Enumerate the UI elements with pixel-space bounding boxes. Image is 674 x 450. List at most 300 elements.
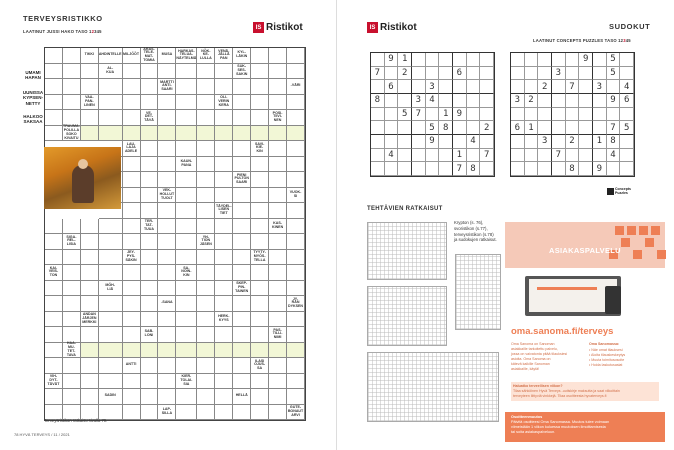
sudoku-cell[interactable] — [467, 108, 481, 122]
crossword-cell[interactable] — [81, 79, 99, 95]
crossword-cell[interactable] — [45, 389, 63, 405]
crossword-cell[interactable] — [99, 312, 123, 328]
sudoku-cell[interactable] — [538, 108, 552, 122]
sudoku-cell[interactable] — [371, 121, 385, 135]
crossword-cell[interactable] — [251, 203, 269, 219]
sudoku-cell[interactable] — [412, 67, 426, 81]
sudoku-cell[interactable]: 7 — [566, 80, 580, 94]
sudoku-cell[interactable] — [525, 162, 539, 176]
crossword-cell[interactable] — [269, 405, 287, 421]
crossword-cell[interactable] — [215, 343, 233, 359]
sudoku-cell[interactable]: 4 — [385, 149, 399, 163]
crossword-cell[interactable] — [197, 250, 215, 266]
crossword-cell[interactable] — [141, 281, 159, 297]
crossword-cell[interactable] — [251, 405, 269, 421]
sudoku-cell[interactable] — [385, 94, 399, 108]
crossword-cell[interactable] — [176, 95, 197, 111]
crossword-cell[interactable] — [141, 64, 159, 80]
crossword-cell[interactable] — [215, 126, 233, 142]
crossword-cell[interactable] — [141, 141, 159, 157]
crossword-cell[interactable] — [233, 312, 251, 328]
sudoku-cell[interactable]: 1 — [439, 108, 453, 122]
crossword-cell[interactable] — [123, 95, 141, 111]
crossword-cell[interactable] — [287, 95, 305, 111]
crossword-cell[interactable] — [197, 405, 215, 421]
sudoku-cell[interactable] — [525, 149, 539, 163]
crossword-cell[interactable] — [251, 64, 269, 80]
crossword-cell[interactable] — [45, 110, 63, 126]
sudoku-cell[interactable]: 7 — [480, 149, 494, 163]
crossword-cell[interactable] — [158, 343, 176, 359]
sudoku-cell[interactable] — [579, 67, 593, 81]
sudoku-cell[interactable] — [525, 80, 539, 94]
sudoku-cell[interactable] — [511, 67, 525, 81]
sudoku-cell[interactable]: 2 — [525, 94, 539, 108]
crossword-cell[interactable] — [215, 172, 233, 188]
crossword-cell[interactable] — [251, 296, 269, 312]
crossword-cell[interactable] — [63, 327, 81, 343]
sudoku-cell[interactable] — [385, 108, 399, 122]
sudoku-cell[interactable]: 7 — [453, 162, 467, 176]
crossword-cell[interactable] — [45, 126, 63, 142]
sudoku-cell[interactable] — [579, 149, 593, 163]
crossword-cell[interactable] — [99, 327, 123, 343]
crossword-cell[interactable] — [197, 219, 215, 235]
crossword-cell[interactable] — [45, 48, 63, 64]
crossword-cell[interactable] — [197, 157, 215, 173]
sudoku-cell[interactable] — [453, 135, 467, 149]
crossword-cell[interactable] — [81, 64, 99, 80]
sudoku-cell[interactable] — [552, 121, 566, 135]
crossword-cell[interactable] — [63, 374, 81, 390]
crossword-cell[interactable] — [269, 95, 287, 111]
sudoku-cell[interactable] — [593, 149, 607, 163]
crossword-cell[interactable] — [176, 281, 197, 297]
crossword-cell[interactable] — [176, 296, 197, 312]
crossword-cell[interactable] — [287, 64, 305, 80]
crossword-cell[interactable] — [233, 157, 251, 173]
crossword-cell[interactable] — [176, 64, 197, 80]
crossword-cell[interactable] — [251, 389, 269, 405]
sudoku-cell[interactable] — [579, 162, 593, 176]
sudoku-cell[interactable]: 5 — [607, 67, 621, 81]
crossword-cell[interactable] — [197, 188, 215, 204]
crossword-cell[interactable] — [269, 281, 287, 297]
sudoku-cell[interactable] — [385, 135, 399, 149]
sudoku-cell[interactable]: 4 — [607, 149, 621, 163]
sudoku-cell[interactable] — [453, 53, 467, 67]
sudoku-cell[interactable] — [579, 94, 593, 108]
crossword-cell[interactable] — [197, 172, 215, 188]
crossword-cell[interactable] — [269, 141, 287, 157]
sudoku-cell[interactable] — [552, 94, 566, 108]
crossword-cell[interactable] — [141, 95, 159, 111]
sudoku-cell[interactable] — [412, 53, 426, 67]
crossword-cell[interactable] — [99, 374, 123, 390]
crossword-cell[interactable] — [251, 281, 269, 297]
crossword-cell[interactable] — [158, 219, 176, 235]
crossword-cell[interactable] — [99, 265, 123, 281]
sudoku-cell[interactable] — [385, 67, 399, 81]
crossword-cell[interactable] — [251, 265, 269, 281]
crossword-cell[interactable] — [251, 312, 269, 328]
crossword-cell[interactable] — [176, 358, 197, 374]
sudoku-cell[interactable] — [398, 162, 412, 176]
crossword-cell[interactable] — [99, 250, 123, 266]
crossword-cell[interactable] — [287, 172, 305, 188]
crossword-cell[interactable] — [45, 64, 63, 80]
sudoku-cell[interactable] — [453, 94, 467, 108]
sudoku-cell[interactable] — [412, 162, 426, 176]
crossword-cell[interactable] — [269, 203, 287, 219]
sudoku-cell[interactable]: 6 — [385, 80, 399, 94]
crossword-cell[interactable] — [141, 374, 159, 390]
sudoku-cell[interactable]: 2 — [538, 80, 552, 94]
crossword-cell[interactable] — [45, 343, 63, 359]
crossword-cell[interactable] — [141, 405, 159, 421]
crossword-cell[interactable] — [176, 234, 197, 250]
sudoku-cell[interactable] — [538, 162, 552, 176]
crossword-cell[interactable] — [63, 48, 81, 64]
crossword-cell[interactable] — [215, 405, 233, 421]
sudoku-cell[interactable] — [566, 53, 580, 67]
crossword-cell[interactable] — [287, 203, 305, 219]
crossword-cell[interactable] — [141, 312, 159, 328]
sudoku-cell[interactable] — [511, 162, 525, 176]
crossword-cell[interactable] — [141, 203, 159, 219]
crossword-cell[interactable] — [269, 296, 287, 312]
sudoku-cell[interactable] — [593, 108, 607, 122]
crossword-cell[interactable] — [141, 389, 159, 405]
crossword-cell[interactable] — [176, 203, 197, 219]
crossword-cell[interactable] — [215, 327, 233, 343]
sudoku-cell[interactable]: 9 — [453, 108, 467, 122]
crossword-cell[interactable] — [233, 95, 251, 111]
crossword-cell[interactable] — [287, 141, 305, 157]
crossword-cell[interactable] — [81, 265, 99, 281]
crossword-cell[interactable] — [123, 126, 141, 142]
sudoku-cell[interactable]: 7 — [607, 121, 621, 135]
crossword-cell[interactable] — [123, 79, 141, 95]
crossword-cell[interactable] — [45, 281, 63, 297]
crossword-cell[interactable] — [251, 172, 269, 188]
crossword-cell[interactable] — [287, 219, 305, 235]
sudoku-cell[interactable] — [511, 80, 525, 94]
crossword-cell[interactable] — [158, 95, 176, 111]
crossword-cell[interactable] — [233, 250, 251, 266]
sudoku-cell[interactable] — [607, 108, 621, 122]
crossword-cell[interactable] — [141, 296, 159, 312]
crossword-cell[interactable] — [233, 188, 251, 204]
sudoku-cell[interactable] — [371, 108, 385, 122]
sudoku-cell[interactable] — [480, 162, 494, 176]
crossword-cell[interactable] — [123, 64, 141, 80]
crossword-cell[interactable] — [158, 265, 176, 281]
crossword-cell[interactable] — [176, 172, 197, 188]
sudoku-cell[interactable]: 3 — [412, 94, 426, 108]
sudoku-cell[interactable] — [439, 94, 453, 108]
crossword-cell[interactable] — [63, 312, 81, 328]
crossword-cell[interactable] — [215, 157, 233, 173]
crossword-cell[interactable] — [233, 343, 251, 359]
crossword-cell[interactable] — [215, 188, 233, 204]
crossword-cell[interactable] — [197, 281, 215, 297]
crossword-cell[interactable] — [158, 64, 176, 80]
sudoku-cell[interactable]: 1 — [525, 121, 539, 135]
sudoku-cell[interactable] — [552, 80, 566, 94]
crossword-cell[interactable] — [63, 79, 81, 95]
sudoku-cell[interactable] — [371, 162, 385, 176]
crossword-cell[interactable] — [251, 343, 269, 359]
crossword-cell[interactable] — [123, 188, 141, 204]
sudoku-cell[interactable]: 9 — [385, 53, 399, 67]
crossword-cell[interactable] — [176, 405, 197, 421]
crossword-cell[interactable] — [197, 312, 215, 328]
crossword-cell[interactable] — [81, 126, 99, 142]
sudoku-cell[interactable] — [566, 149, 580, 163]
sudoku-cell[interactable] — [620, 149, 634, 163]
sudoku-cell[interactable]: 8 — [439, 121, 453, 135]
crossword-cell[interactable] — [251, 79, 269, 95]
sudoku-cell[interactable] — [620, 135, 634, 149]
crossword-cell[interactable] — [158, 389, 176, 405]
crossword-cell[interactable] — [176, 312, 197, 328]
sudoku-cell[interactable] — [607, 80, 621, 94]
crossword-cell[interactable] — [45, 312, 63, 328]
crossword-cell[interactable] — [287, 250, 305, 266]
crossword-cell[interactable] — [197, 374, 215, 390]
crossword-cell[interactable] — [197, 64, 215, 80]
sudoku-cell[interactable] — [511, 135, 525, 149]
sudoku-cell[interactable] — [480, 135, 494, 149]
crossword-cell[interactable] — [233, 79, 251, 95]
sudoku-cell[interactable]: 4 — [426, 94, 440, 108]
crossword-cell[interactable] — [123, 110, 141, 126]
crossword-cell[interactable] — [123, 405, 141, 421]
sudoku-cell[interactable] — [511, 108, 525, 122]
crossword-cell[interactable] — [99, 110, 123, 126]
sudoku-cell[interactable] — [467, 53, 481, 67]
crossword-cell[interactable] — [251, 126, 269, 142]
crossword-cell[interactable] — [287, 327, 305, 343]
crossword-cell[interactable] — [158, 358, 176, 374]
sudoku-cell[interactable] — [538, 149, 552, 163]
sudoku-cell[interactable] — [371, 53, 385, 67]
crossword-cell[interactable] — [233, 358, 251, 374]
crossword-cell[interactable] — [99, 358, 123, 374]
crossword-cell[interactable] — [81, 219, 99, 235]
sudoku-cell[interactable]: 9 — [593, 162, 607, 176]
sudoku-cell[interactable] — [552, 53, 566, 67]
crossword-cell[interactable] — [287, 312, 305, 328]
crossword-cell[interactable] — [215, 250, 233, 266]
sudoku-cell[interactable] — [552, 162, 566, 176]
crossword-cell[interactable] — [251, 188, 269, 204]
crossword-cell[interactable] — [176, 110, 197, 126]
crossword-cell[interactable] — [287, 374, 305, 390]
crossword-cell[interactable] — [269, 126, 287, 142]
sudoku-cell[interactable]: 1 — [453, 149, 467, 163]
crossword-cell[interactable] — [123, 265, 141, 281]
sudoku-cell[interactable]: 8 — [467, 162, 481, 176]
sudoku-cell[interactable] — [426, 162, 440, 176]
crossword-cell[interactable] — [158, 281, 176, 297]
crossword-cell[interactable] — [123, 327, 141, 343]
sudoku-cell[interactable] — [453, 80, 467, 94]
crossword-cell[interactable] — [141, 157, 159, 173]
crossword-cell[interactable] — [123, 312, 141, 328]
crossword-cell[interactable] — [63, 64, 81, 80]
sudoku-cell[interactable] — [620, 67, 634, 81]
crossword-cell[interactable] — [197, 358, 215, 374]
crossword-cell[interactable] — [141, 358, 159, 374]
crossword-cell[interactable] — [141, 172, 159, 188]
crossword-cell[interactable] — [269, 389, 287, 405]
crossword-cell[interactable] — [215, 79, 233, 95]
crossword-cell[interactable] — [269, 312, 287, 328]
crossword-cell[interactable] — [215, 281, 233, 297]
sudoku-cell[interactable]: 5 — [426, 121, 440, 135]
crossword-cell[interactable] — [81, 374, 99, 390]
crossword-cell[interactable] — [269, 157, 287, 173]
sudoku-cell[interactable] — [412, 80, 426, 94]
crossword-cell[interactable] — [63, 250, 81, 266]
crossword-cell[interactable] — [99, 126, 123, 142]
sudoku-cell[interactable]: 7 — [371, 67, 385, 81]
crossword-cell[interactable] — [45, 219, 63, 235]
sudoku-cell[interactable] — [426, 108, 440, 122]
crossword-cell[interactable] — [81, 389, 99, 405]
sudoku-cell[interactable] — [398, 80, 412, 94]
crossword-cell[interactable] — [197, 110, 215, 126]
sudoku-cell[interactable] — [467, 149, 481, 163]
crossword-cell[interactable] — [141, 234, 159, 250]
crossword-cell[interactable] — [251, 157, 269, 173]
crossword-cell[interactable] — [45, 79, 63, 95]
sudoku-cell[interactable]: 4 — [467, 135, 481, 149]
sudoku-cell[interactable] — [480, 94, 494, 108]
crossword-cell[interactable] — [176, 79, 197, 95]
crossword-cell[interactable] — [251, 234, 269, 250]
crossword-cell[interactable] — [197, 327, 215, 343]
crossword-cell[interactable] — [63, 219, 81, 235]
sudoku-cell[interactable]: 7 — [412, 108, 426, 122]
crossword-cell[interactable] — [81, 281, 99, 297]
sudoku-cell[interactable] — [552, 108, 566, 122]
sudoku-cell[interactable] — [426, 53, 440, 67]
crossword-cell[interactable] — [251, 110, 269, 126]
crossword-cell[interactable] — [269, 234, 287, 250]
crossword-cell[interactable] — [233, 126, 251, 142]
crossword-cell[interactable] — [197, 126, 215, 142]
crossword-cell[interactable] — [63, 296, 81, 312]
crossword-cell[interactable] — [45, 358, 63, 374]
sudoku-cell[interactable]: 6 — [453, 67, 467, 81]
crossword-cell[interactable] — [63, 358, 81, 374]
crossword-cell[interactable] — [99, 296, 123, 312]
crossword-cell[interactable] — [251, 374, 269, 390]
ad-url-link[interactable]: oma.sanoma.fi/terveys — [511, 326, 614, 337]
sudoku-cell[interactable] — [412, 149, 426, 163]
crossword-cell[interactable] — [287, 265, 305, 281]
sudoku-cell[interactable] — [620, 162, 634, 176]
sudoku-cell[interactable]: 2 — [566, 135, 580, 149]
sudoku-cell[interactable]: 2 — [480, 121, 494, 135]
sudoku-cell[interactable] — [566, 67, 580, 81]
sudoku-cell[interactable]: 7 — [552, 149, 566, 163]
crossword-cell[interactable] — [233, 203, 251, 219]
crossword-cell[interactable] — [158, 172, 176, 188]
crossword-cell[interactable] — [197, 343, 215, 359]
crossword-cell[interactable] — [141, 188, 159, 204]
sudoku-cell[interactable] — [371, 80, 385, 94]
sudoku-cell[interactable] — [511, 149, 525, 163]
crossword-cell[interactable] — [45, 296, 63, 312]
crossword-cell[interactable] — [197, 141, 215, 157]
crossword-cell[interactable] — [215, 110, 233, 126]
sudoku-cell[interactable] — [439, 162, 453, 176]
crossword-cell[interactable] — [269, 250, 287, 266]
crossword-cell[interactable] — [81, 296, 99, 312]
crossword-cell[interactable] — [287, 48, 305, 64]
sudoku-cell[interactable]: 9 — [579, 53, 593, 67]
crossword-cell[interactable] — [123, 219, 141, 235]
crossword-cell[interactable] — [251, 48, 269, 64]
crossword-cell[interactable] — [269, 188, 287, 204]
sudoku-cell[interactable] — [620, 53, 634, 67]
crossword-cell[interactable] — [287, 343, 305, 359]
sudoku-cell[interactable] — [480, 108, 494, 122]
crossword-cell[interactable] — [215, 141, 233, 157]
crossword-cell[interactable] — [287, 126, 305, 142]
sudoku-cell[interactable]: 9 — [426, 135, 440, 149]
crossword-cell[interactable] — [45, 327, 63, 343]
crossword-cell[interactable] — [123, 343, 141, 359]
sudoku-cell[interactable] — [426, 149, 440, 163]
crossword-cell[interactable] — [123, 296, 141, 312]
crossword-cell[interactable] — [287, 157, 305, 173]
sudoku-cell[interactable]: 1 — [593, 135, 607, 149]
crossword-cell[interactable] — [233, 327, 251, 343]
crossword-cell[interactable] — [233, 296, 251, 312]
crossword-cell[interactable] — [141, 343, 159, 359]
crossword-cell[interactable] — [63, 265, 81, 281]
sudoku-cell[interactable] — [579, 108, 593, 122]
sudoku-cell[interactable] — [467, 80, 481, 94]
crossword-cell[interactable] — [215, 219, 233, 235]
crossword-cell[interactable] — [287, 110, 305, 126]
crossword-cell[interactable] — [176, 327, 197, 343]
sudoku-cell[interactable] — [439, 135, 453, 149]
crossword-cell[interactable] — [158, 126, 176, 142]
sudoku-cell[interactable] — [412, 135, 426, 149]
crossword-cell[interactable] — [176, 126, 197, 142]
sudoku-cell[interactable] — [453, 121, 467, 135]
sudoku-cell[interactable]: 4 — [620, 80, 634, 94]
sudoku-cell[interactable]: 9 — [607, 94, 621, 108]
crossword-cell[interactable] — [269, 79, 287, 95]
sudoku-cell[interactable] — [511, 53, 525, 67]
crossword-cell[interactable] — [81, 110, 99, 126]
sudoku-cell[interactable] — [439, 67, 453, 81]
sudoku-cell[interactable]: 3 — [426, 80, 440, 94]
crossword-cell[interactable] — [197, 79, 215, 95]
crossword-cell[interactable] — [158, 141, 176, 157]
sudoku-cell[interactable] — [467, 67, 481, 81]
crossword-cell[interactable] — [158, 203, 176, 219]
sudoku-cell[interactable]: 2 — [398, 67, 412, 81]
crossword-cell[interactable] — [287, 389, 305, 405]
